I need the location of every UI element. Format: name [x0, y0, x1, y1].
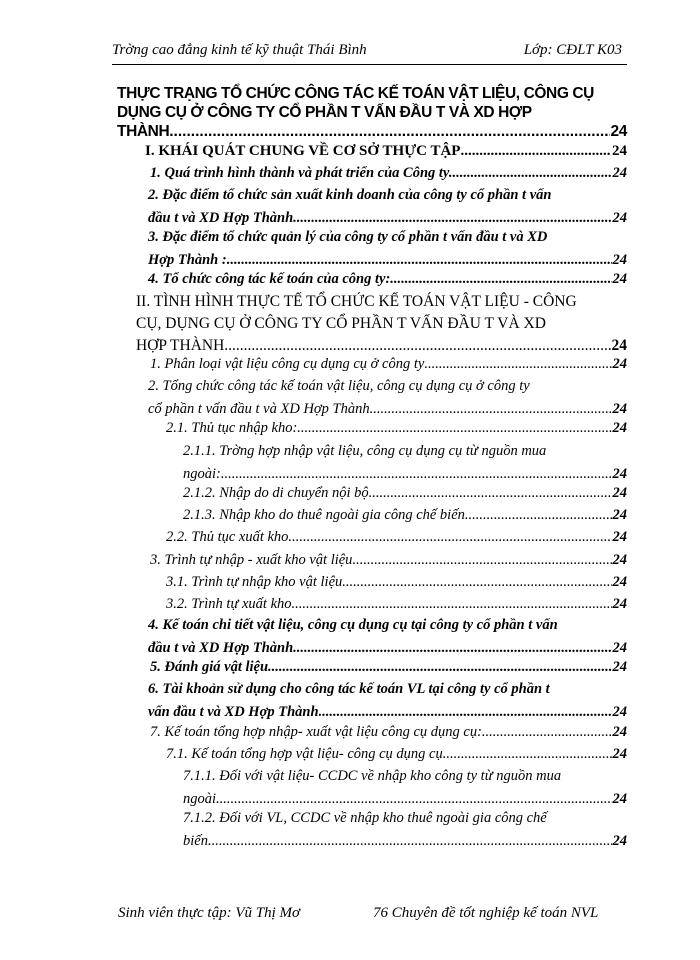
toc-entry-text: 1. Phân loại vật liệu công cụ dụng cụ ở công ty — [150, 356, 425, 372]
student-name: Sinh viên thực tập: Vũ Thị Mơ — [118, 905, 300, 921]
leader-dots — [297, 417, 611, 440]
toc-entry-text: HỢP THÀNH — [136, 337, 225, 354]
toc-entry-text: đầu t và XD Hợp Thành. — [148, 210, 297, 226]
toc-entry-text: 1. Quá trình hình thành và phát triển của Công ty. — [150, 165, 453, 181]
toc-entry — [150, 656, 627, 679]
toc-entry-text-line1: 2. Đặc điểm tổ chức sản xuất kinh doanh của công ty cổ phần t vấn — [148, 187, 552, 203]
page-header — [112, 40, 622, 64]
leader-dots — [452, 162, 611, 185]
toc-entry — [148, 268, 627, 291]
toc-entry-text: 2.1.3. Nhập kho do thuê ngoài gia công chế biến — [183, 507, 465, 523]
title-line-3 — [117, 122, 627, 141]
toc-entry-text-line1b: CỤ, DỤNG CỤ Ở CÔNG TY CỔ PHẦN T VẤN ĐẦU T VÀ XD — [136, 315, 546, 332]
leader-dots — [482, 721, 612, 744]
page-number: 24 — [612, 401, 627, 417]
toc-entry-text: vấn đầu t và XD Hợp Thành — [148, 704, 319, 720]
leader-dots — [169, 122, 609, 141]
toc-entry — [183, 482, 627, 505]
toc-entry-text: cổ phần t vấn đầu t và XD Hợp Thành. — [148, 401, 374, 417]
toc-entry-text: ngoài: — [183, 466, 221, 482]
toc-entry — [145, 140, 627, 163]
page-number: 24 — [612, 271, 627, 287]
page-number: 24 — [612, 420, 627, 436]
page-number: 24 — [612, 210, 627, 226]
toc-entry-text: ngoài. — [183, 791, 220, 807]
toc-entry — [166, 417, 627, 440]
toc-entry-text-line1: 2.1.1. Trờng hợp nhập vật liệu, công cụ dụng cụ từ nguồn mua — [183, 443, 547, 459]
toc-entry — [166, 526, 627, 549]
leader-dots — [443, 743, 612, 766]
page-number: 24 — [612, 143, 627, 159]
toc-entry-text: 4. Tổ chức công tác kế toán của công ty: — [148, 271, 391, 287]
page-number: 24 — [612, 574, 627, 590]
page-number: 24 — [612, 507, 627, 523]
page-number: 24 — [612, 252, 627, 268]
toc-entry — [148, 678, 627, 724]
toc-entry — [166, 593, 627, 616]
page-number: 24 — [612, 659, 627, 675]
page-number: 24 — [612, 466, 627, 482]
toc-entry — [183, 504, 627, 527]
toc-entry-text: Hợp Thành : — [148, 252, 227, 268]
toc-entry-text: 2.1.2. Nhập do di chuyển nội bộ. — [183, 485, 373, 501]
page-number: 24 — [612, 529, 627, 545]
leader-dots — [424, 353, 611, 376]
class-name: Lớp: CĐLT K03 — [523, 42, 622, 58]
title-line-1: THỰC TRẠNG TỔ CHỨC CÔNG TÁC KẾ TOÁN VẬT LIỆU, CÔNG CỤ — [117, 85, 594, 102]
toc-entry-text: 3. Trình tự nhập - xuất kho vật liệu — [150, 552, 353, 568]
toc-entry — [136, 291, 627, 357]
toc-entry — [150, 162, 627, 185]
toc-entry-text: biến — [183, 833, 208, 849]
leader-dots — [465, 504, 612, 527]
toc-entry-text-line1: 3. Đặc điểm tổ chức quản lý của công ty cổ phần t vấn đầu t và XD — [148, 229, 548, 245]
toc-entry-text-line1: 7.1.2. Đối với VL, CCDC về nhập kho thuê ngoài gia công chế — [183, 810, 547, 826]
toc-entry-text-line1: 4. Kế toán chi tiết vật liệu, công cụ dụng cụ tại công ty cổ phần t vấn — [148, 617, 558, 633]
page-number: 24 — [612, 552, 627, 568]
toc-entry — [148, 184, 627, 230]
leader-dots — [292, 526, 611, 549]
toc-entry — [183, 807, 627, 853]
page-number: 24 — [612, 165, 627, 181]
page-number: 24 — [612, 596, 627, 612]
title-line-2: DỤNG CỤ Ở CÔNG TY CỔ PHẦN T VẤN ĐẦU T VÀ XD HỢP — [117, 104, 532, 121]
page-number: 24 — [612, 356, 627, 372]
leader-dots — [460, 140, 611, 163]
thesis-title: 76 Chuyên đề tốt nghiệp kế toán NVL — [373, 905, 599, 921]
leader-dots — [352, 549, 611, 572]
toc-entry-text-line1: 7.1.1. Đối với vật liệu- CCDC về nhập kho công ty từ nguồn mua — [183, 768, 562, 784]
leader-dots — [390, 268, 611, 291]
leader-dots — [268, 656, 611, 679]
school-name: Trờng cao đẳng kinh tế kỹ thuật Thái Bình — [112, 42, 367, 58]
toc-entry — [183, 765, 627, 811]
toc-entry-text: 2.2. Thủ tục xuất kho. — [166, 529, 293, 545]
toc-entry-text: 3.1. Trình tự nhập kho vật liệu. — [166, 574, 346, 590]
header-rule — [112, 64, 627, 65]
leader-dots — [208, 830, 612, 853]
toc-entry-text: đầu t và XD Hợp Thành — [148, 640, 294, 656]
toc-entry-text: 2.1. Thủ tục nhập kho: — [166, 420, 298, 436]
leader-dots — [372, 482, 611, 505]
toc-entry — [166, 743, 627, 766]
toc-entry — [166, 571, 627, 594]
toc-entry — [150, 721, 627, 744]
toc-entry — [183, 440, 627, 486]
toc-entry — [148, 614, 627, 660]
toc-entry-text-line1: 2. Tổng chức công tác kế toán vật liệu, công cụ dụng cụ ở công ty — [148, 378, 530, 394]
page-number: 24 — [612, 746, 627, 762]
toc-entry — [150, 549, 627, 572]
title-line-3-text: THÀNH — [117, 123, 170, 140]
leader-dots — [295, 593, 611, 616]
toc-entry — [148, 226, 627, 272]
toc-entry-text: 7. Kế toán tổng hợp nhập- xuất vật liệu công cụ dụng cụ: — [150, 724, 482, 740]
toc-entry-text: 5. Đánh giá vật liệu — [150, 659, 269, 675]
page-number: 24 — [612, 724, 627, 740]
page-number: 24 — [612, 704, 627, 720]
page-number: 24 — [610, 123, 627, 140]
toc-main-title — [117, 84, 627, 141]
toc-entry — [148, 375, 627, 421]
leader-dots — [346, 571, 612, 594]
page-number: 24 — [611, 337, 627, 354]
toc-entry-text-line1: II. TÌNH HÌNH THỰC TẾ TỔ CHỨC KẾ TOÁN VẬT LIỆU - CÔNG — [136, 293, 577, 310]
page-number: 24 — [612, 791, 627, 807]
toc-entry-text: 3.2. Trình tự xuất kho. — [166, 596, 296, 612]
toc-entry — [150, 353, 627, 376]
page-number: 24 — [612, 833, 627, 849]
toc-entry-text-line1: 6. Tài khoản sử dụng cho công tác kế toán VL tại công ty cổ phần t — [148, 681, 550, 697]
toc-entry-text: I. KHÁI QUÁT CHUNG VỀ CƠ SỞ THỰC TẬP — [145, 143, 461, 159]
page-number: 24 — [612, 640, 627, 656]
toc-entry-text: 7.1. Kế toán tổng hợp vật liệu- công cụ dụng cụ — [166, 746, 443, 762]
page-number: 24 — [612, 485, 627, 501]
